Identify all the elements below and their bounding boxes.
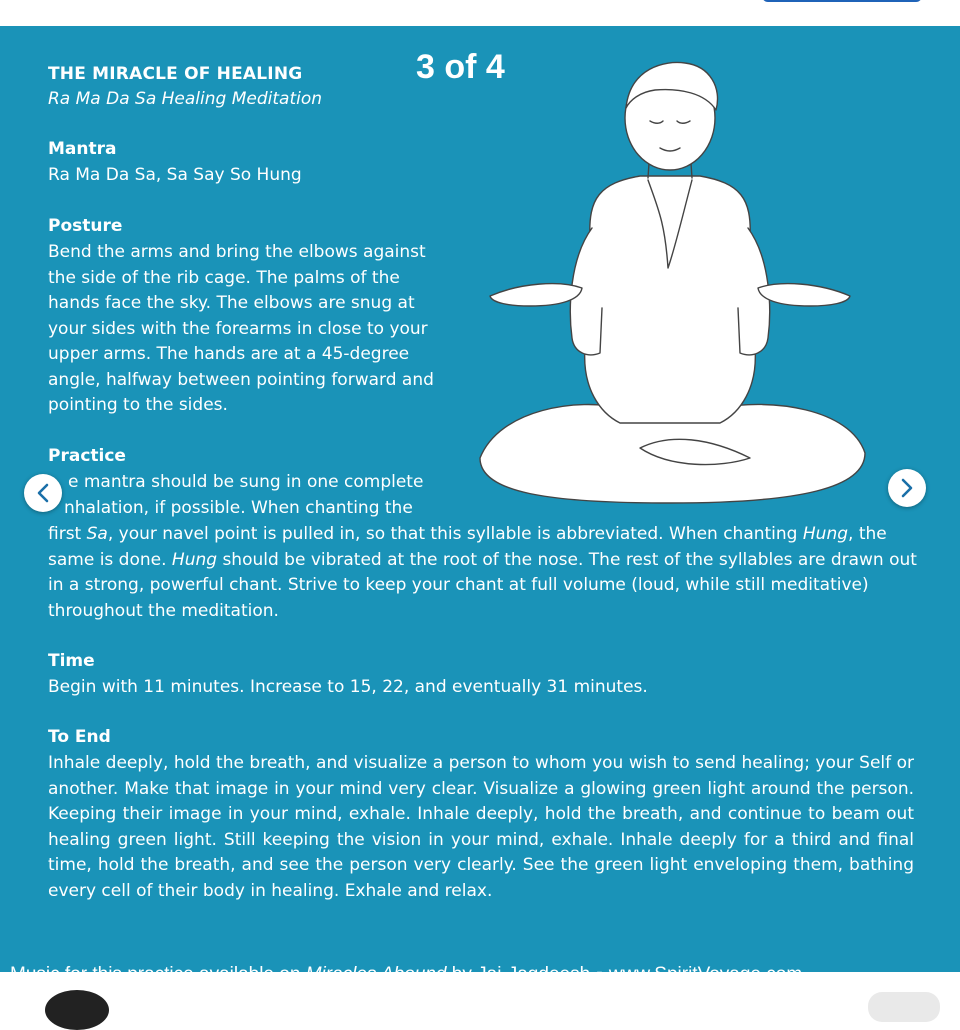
to-end-text: Inhale deeply, hold the breath, and visualize a person to whom you wish to send healing; your Self or another. Make that image in your mind very clear. Visualize a glowing green light around the person. Keeping their image in your mind, exhale. Inhale deeply, hold the breath, and continue to beam out healing green light. Still keeping the vision in your mind, exhale. Inhale deeply for a third and final time, hold the breath, and see the person very clearly. See the green light enveloping them, bathing every cell of their body in healing. Exhale and relax. — [48, 753, 914, 901]
slide-card — [0, 26, 960, 985]
practice-text-part: , the same is done. — [48, 524, 887, 570]
mantra-text: Ra Ma Da Sa, Sa Say So Hung — [48, 165, 302, 185]
posture-heading: Posture — [48, 216, 123, 236]
footer-prefix: Music for this practice available on — [10, 964, 306, 985]
page-title: THE MIRACLE OF HEALING — [48, 64, 303, 84]
previous-slide-button[interactable] — [24, 474, 62, 512]
meditation-figure-image — [470, 48, 870, 518]
chevron-left-icon — [36, 483, 50, 503]
chevron-right-icon — [900, 478, 914, 498]
time-text: Begin with 11 minutes. Increase to 15, 22, and eventually 31 minutes. — [48, 677, 648, 697]
footer-url[interactable]: www.SpiritVoyage.com — [608, 964, 803, 985]
practice-heading: Practice — [48, 446, 126, 466]
posture-text: Bend the arms and bring the elbows against the side of the rib cage. The palms of the hands face the sky. The elbows are snug at your sides with the forearms in close to your upper arms. The hands are at a 45-degree angle, halfway between pointing forward and pointing to the sides. — [48, 242, 434, 415]
avatar[interactable] — [45, 990, 109, 1030]
mantra-heading: Mantra — [48, 139, 117, 159]
practice-line-2: nhalation, if possible. When chanting the — [64, 498, 413, 518]
practice-line-1: e mantra should be sung in one complete — [68, 472, 424, 492]
practice-sa: Sa — [86, 524, 108, 544]
practice-text-part: first — [48, 524, 87, 544]
practice-text-part: should be vibrated at the root of the nose. The rest of the syllables are drawn out in a strong, powerful chant. Strive to keep your chant at full volume (loud, while still meditative) throughout the meditation. — [48, 549, 917, 621]
time-heading: Time — [48, 651, 95, 671]
to-end-heading: To End — [48, 727, 111, 747]
next-slide-button[interactable] — [888, 469, 926, 507]
top-button[interactable] — [762, 0, 922, 2]
practice-hung: Hung — [171, 549, 218, 570]
footer-separator: ▪ — [596, 964, 603, 985]
footer-artist: by Jai-Jagdeesh — [446, 964, 591, 985]
footer-credit — [10, 964, 802, 986]
practice-text — [48, 522, 918, 624]
footer-album: Miracles Abound — [305, 964, 447, 985]
top-strip — [0, 0, 960, 26]
page-subtitle: Ra Ma Da Sa Healing Meditation — [48, 89, 323, 109]
practice-hung: Hung — [802, 524, 849, 544]
slide-counter: 3 of 4 — [416, 48, 505, 86]
practice-text-part: , your navel point is pulled in, so that this syllable is abbreviated. When chanting — [107, 524, 803, 544]
bottom-action-button[interactable] — [868, 992, 940, 1022]
